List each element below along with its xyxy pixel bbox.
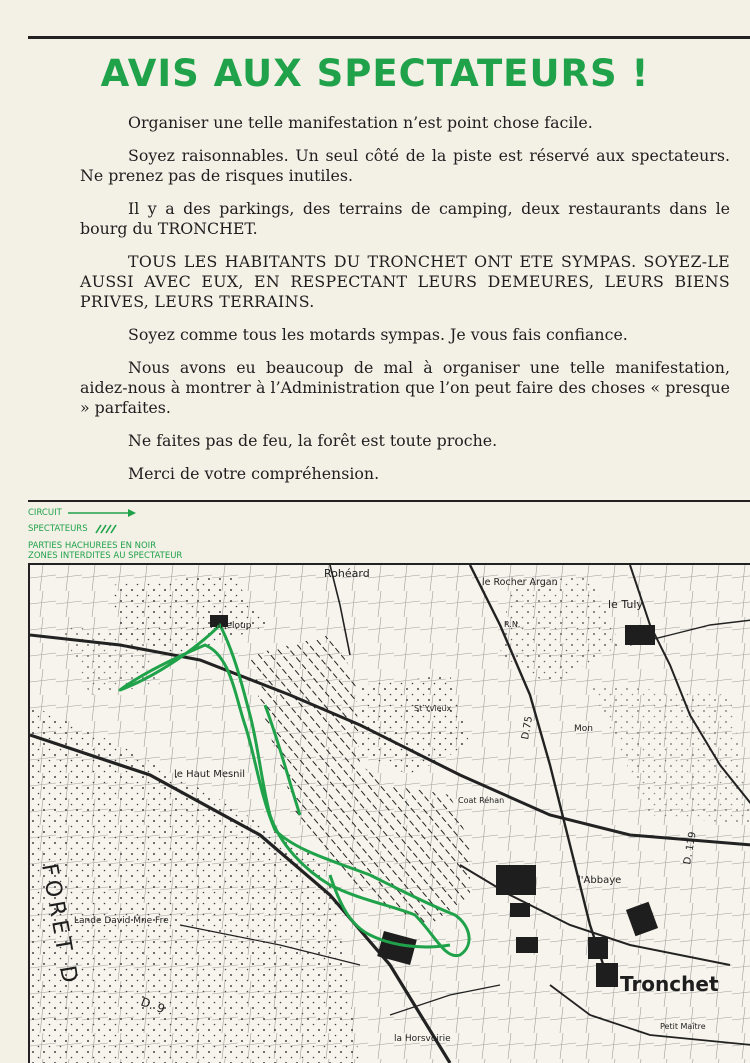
map-label-rn: R.N. — [504, 620, 521, 629]
map-label-haut-mesnil: le Haut Mesnil — [174, 769, 246, 780]
map-label-tuly: le Tuly — [608, 598, 643, 611]
legend-forbidden-line2: ZONES INTERDITES AU SPECTATEUR — [28, 551, 183, 561]
map-label-st-yvieux: St Yvieux — [414, 704, 452, 713]
map-label-d119: D. 119 — [682, 830, 699, 866]
legend-spectators-label: SPECTATEURS — [28, 524, 88, 534]
notice-text — [80, 113, 730, 497]
map-label-coat-rehan: Coat Réhan — [458, 796, 505, 805]
map-label-abbaye: l'Abbaye — [578, 875, 622, 886]
paragraph: Nous avons eu beaucoup de mal à organiser une telle manifestation, aidez-nous à montrer à l’Administration que l’on peut faire des choses « presque » parfaites. — [80, 358, 730, 417]
paragraph: Organiser une telle manifestation n’est point chose facile. — [128, 113, 593, 132]
arrow-icon — [68, 509, 136, 517]
map-drawing — [30, 565, 750, 1063]
paragraph: Merci de votre compréhension. — [128, 464, 380, 483]
map-label-rocher-argan: le Rocher Argan — [482, 577, 558, 588]
map-label-petit-maitre: Petit Maître — [660, 1022, 706, 1031]
legend-forbidden-line1: PARTIES HACHUREES EN NOIR — [28, 541, 157, 551]
paragraph: Soyez raisonnables. Un seul côté de la piste est réservé aux spectateurs. Ne prenez pas de risques inutiles. — [80, 146, 730, 185]
map-label-mirleloup: Mirleloup — [210, 621, 252, 631]
map-label-d9: D. 9 — [138, 994, 167, 1017]
legend-spectators — [28, 521, 182, 537]
map-label-lande-david: Lande David Mne Fre — [74, 916, 169, 926]
legend-forbidden — [28, 541, 182, 561]
map-legend — [28, 505, 182, 561]
page-title: AVIS AUX SPECTATEURS ! — [100, 52, 650, 95]
map-label-tronchet: Tronchet — [620, 972, 719, 996]
legend-circuit-label: CIRCUIT — [28, 508, 62, 518]
map-label-foret: FORET D — [36, 861, 83, 989]
circuit-map — [28, 563, 750, 1063]
paragraph: Il y a des parkings, des terrains de camping, deux restaurants dans le bourg du TRONCHET. — [80, 199, 730, 238]
map-label-d75: D.75 — [520, 715, 536, 741]
section-divider — [28, 500, 750, 502]
map-label-horsvoirie: la Horsvoirie — [394, 1034, 451, 1044]
paragraph: Ne faites pas de feu, la forêt est toute proche. — [128, 431, 498, 450]
map-label-mon: Mon — [574, 724, 593, 734]
paragraph: TOUS LES HABITANTS DU TRONCHET ONT ETE SYMPAS. SOYEZ-LE AUSSI AVEC EUX, EN RESPECTANT LEURS DEMEURES, LEURS BIENS PRIVES, LEURS TERRAINS. — [80, 252, 730, 311]
top-rule — [28, 36, 750, 39]
paragraph: Soyez comme tous les motards sympas. Je vous fais confiance. — [128, 325, 628, 344]
hatch-icon — [94, 524, 120, 534]
map-label-roheard: Rohéard — [324, 567, 370, 580]
legend-circuit — [28, 505, 182, 521]
